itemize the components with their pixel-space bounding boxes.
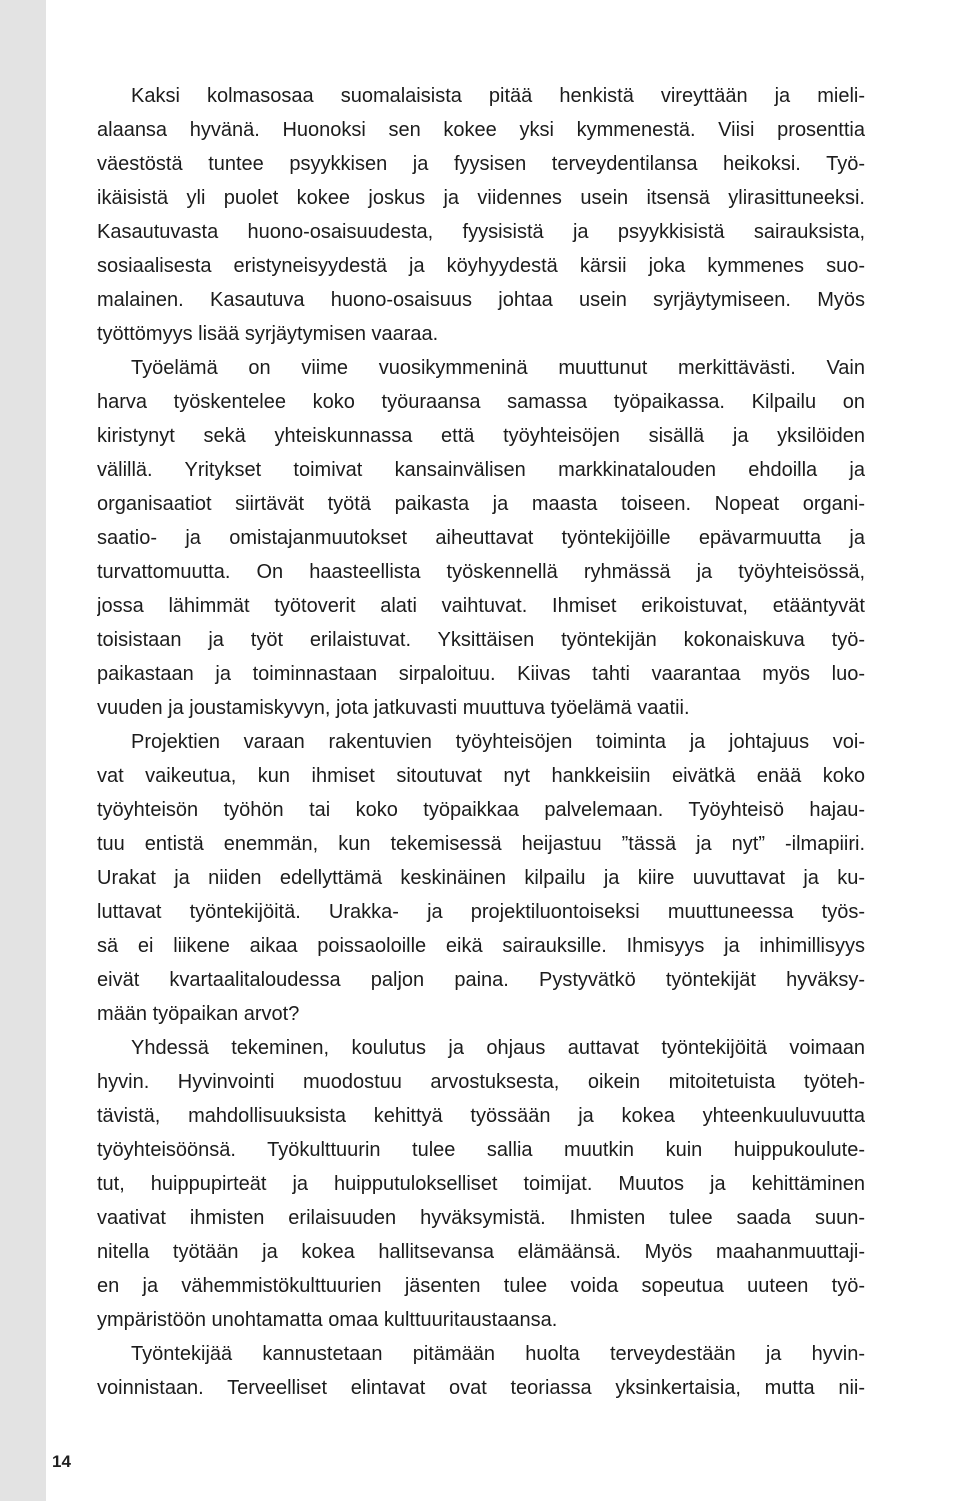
text-line: luttavat työntekijöitä. Urakka- ja projektiluontoiseksi muuttuneessa työs- [97, 901, 865, 923]
text-line: Työntekijää kannustetaan pitämään huolta terveydestään ja hyvin- [131, 1343, 865, 1365]
text-line: Urakat ja niiden edellyttämä keskinäinen kilpailu ja kiire uuvuttavat ja ku- [97, 867, 865, 889]
text-line: hyvin. Hyvinvointi muodostuu arvostuksesta, oikein mitoitetuista työteh- [97, 1071, 865, 1093]
body-text [97, 79, 865, 1405]
text-line: työyhteisöönsä. Työkulttuurin tulee sallia muutkin kuin huippukoulute- [97, 1139, 865, 1161]
page-gutter [0, 0, 46, 1501]
text-line: nitella työtään ja kokea hallitsevansa elämäänsä. Myös maahanmuuttaji- [97, 1241, 865, 1263]
text-line: väestöstä tuntee psyykkisen ja fyysisen terveydentilansa heikoksi. Työ- [97, 153, 865, 175]
text-line: Projektien varaan rakentuvien työyhteisöjen toiminta ja johtajuus voi- [131, 731, 865, 753]
text-line: paikastaan ja toiminnastaan sirpaloituu. Kiivas tahti vaarantaa myös luo- [97, 663, 865, 685]
text-line: työyhteisön työhön tai koko työpaikkaa palvelemaan. Työyhteisö hajau- [97, 799, 865, 821]
text-line: välillä. Yritykset toimivat kansainvälisen markkinatalouden ehdoilla ja [97, 459, 865, 481]
text-line: jossa lähimmät työtoverit alati vaihtuvat. Ihmiset erikoistuvat, etääntyvät [97, 595, 865, 617]
text-line: alaansa hyvänä. Huonoksi sen kokee yksi kymmenestä. Viisi prosenttia [97, 119, 865, 141]
text-line: vuuden ja joustamiskyvyn, jota jatkuvasti muuttuva työelämä vaatii. [97, 697, 690, 719]
text-line: tuu entistä enemmän, kun tekemisessä heijastuu ”tässä ja nyt” -ilmapiiri. [97, 833, 865, 855]
text-line: tut, huippupirteät ja huipputulokselliset toimijat. Muutos ja kehittäminen [97, 1173, 865, 1195]
text-line: voinnistaan. Terveelliset elintavat ovat teoriassa yksinkertaisia, mutta nii- [97, 1377, 865, 1399]
text-line: malainen. Kasautuva huono-osaisuus johtaa usein syrjäytymiseen. Myös [97, 289, 865, 311]
text-line: Yhdessä tekeminen, koulutus ja ohjaus auttavat työntekijöitä voimaan [131, 1037, 865, 1059]
text-line: vat vaikeutua, kun ihmiset sitoutuvat nyt hankkeisiin eivätkä enää koko [97, 765, 865, 787]
text-line: kiristynyt sekä yhteiskunnassa että työyhteisöjen sisällä ja yksilöiden [97, 425, 865, 447]
text-line: saatio- ja omistajanmuutokset aiheuttavat työntekijöille epävarmuutta ja [97, 527, 865, 549]
text-line: organisaatiot siirtävät työtä paikasta ja maasta toiseen. Nopeat organi- [97, 493, 865, 515]
text-line: tävistä, mahdollisuuksista kehittyä työssään ja kokea yhteenkuuluvuutta [97, 1105, 865, 1127]
text-line: työttömyys lisää syrjäytymisen vaaraa. [97, 323, 439, 345]
text-line: Kasautuvasta huono-osaisuudesta, fyysisistä ja psyykkisistä sairauksista, [97, 221, 865, 243]
text-line: en ja vähemmistökulttuurien jäsenten tulee voida sopeutua uuteen työ- [97, 1275, 865, 1297]
text-line: mään työpaikan arvot? [97, 1003, 300, 1025]
text-line: eivät kvartaalitaloudessa paljon paina. Pystyvätkö työntekijät hyväksy- [97, 969, 865, 991]
text-line: sosiaalisesta eristyneisyydestä ja köyhyydestä kärsii joka kymmenes suo- [97, 255, 865, 277]
text-line: toisistaan ja työt erilaistuvat. Yksittäisen työntekijän kokonaiskuva työ- [97, 629, 865, 651]
text-line: sä ei liikene aikaa poissaoloille eikä sairauksille. Ihmisyys ja inhimillisyys [97, 935, 865, 957]
text-line: Työelämä on viime vuosikymmeninä muuttunut merkittävästi. Vain [131, 357, 865, 379]
text-line: ikäisistä yli puolet kokee joskus ja viidennes usein itsensä ylirasittuneeksi. [97, 187, 865, 209]
page-number: 14 [52, 1452, 71, 1471]
text-line: Kaksi kolmasosaa suomalaisista pitää henkistä vireyttään ja mieli- [131, 85, 865, 107]
text-line: ympäristöön unohtamatta omaa kulttuuritaustaansa. [97, 1309, 558, 1331]
text-line: turvattomuutta. On haasteellista työskennellä ryhmässä ja työyhteisössä, [97, 561, 865, 583]
text-line: vaativat ihmisten erilaisuuden hyväksymistä. Ihmisten tulee saada suun- [97, 1207, 865, 1229]
text-line: harva työskentelee koko työuraansa samassa työpaikassa. Kilpailu on [97, 391, 865, 413]
